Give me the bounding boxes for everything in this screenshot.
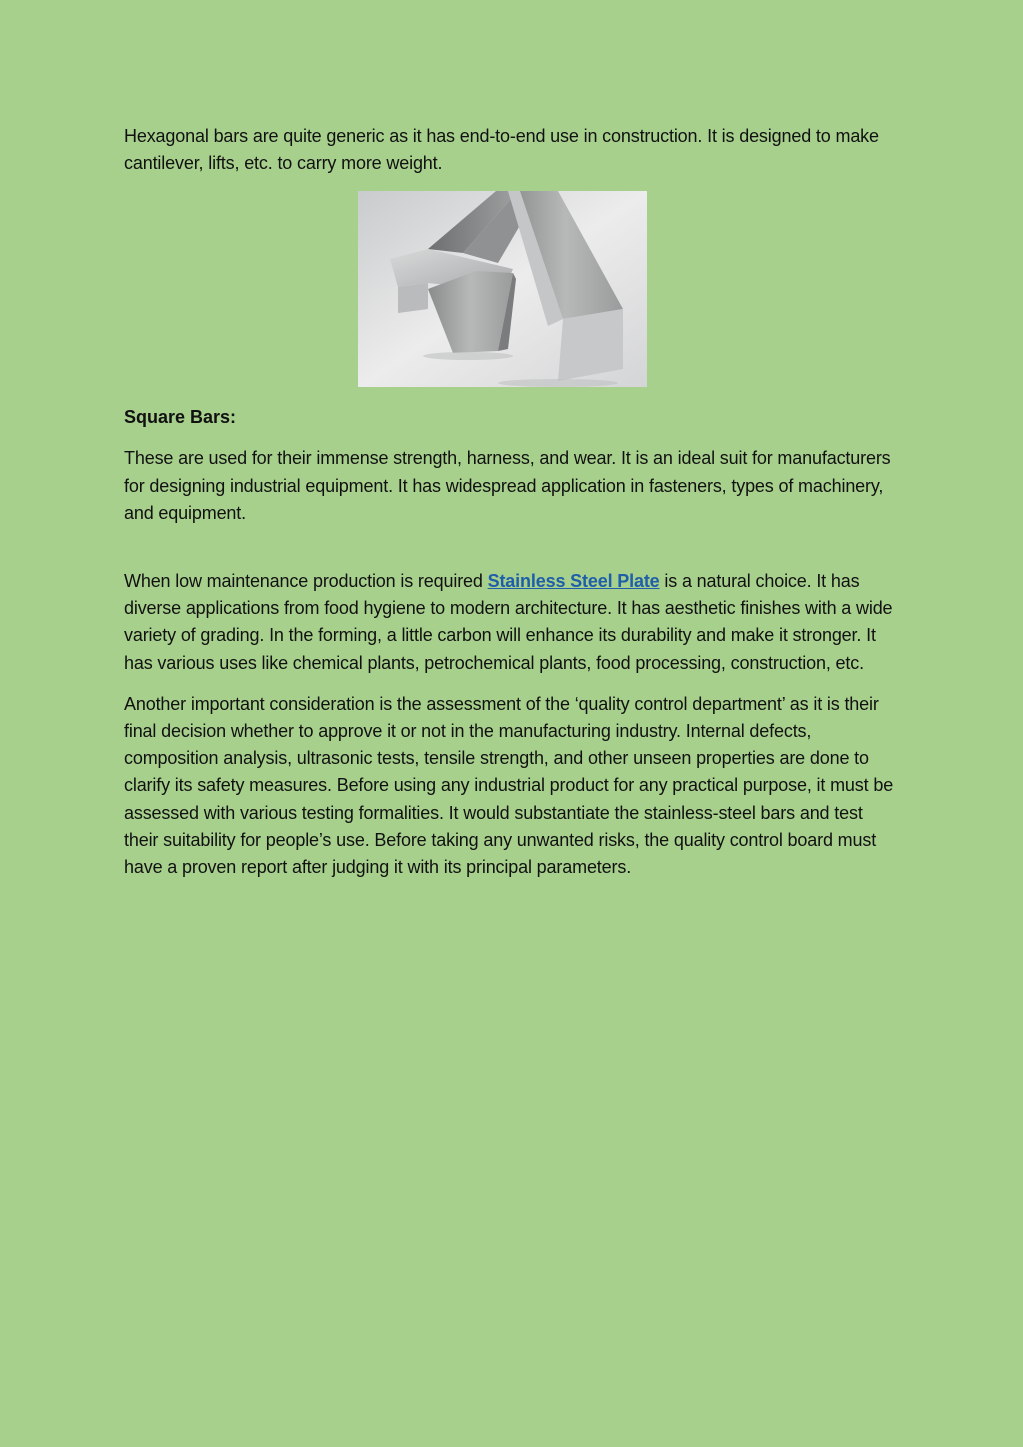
plate-paragraph-rest: is a natural choice. It has diverse applications from food hygiene to modern architecture. It has aesthetic finishes with a wide variety of grading. In the forming, a little carbon will enhance its durability and make it stronger. It has various uses like chemical plants, petrochemical plants, food processing, construction, etc. <box>124 571 893 673</box>
figure-container <box>124 191 900 387</box>
document-page <box>124 123 900 881</box>
plate-paragraph-lead: When low maintenance production is required <box>124 571 488 592</box>
square-bars-heading: Square Bars: <box>124 407 237 428</box>
square-bars-paragraph: These are used for their immense strength, harness, and wear. It is an ideal suit for manufacturers for designing industrial equipment. It has widespread application in fasteners, types of machinery, and equipment. <box>124 448 891 523</box>
intro-paragraph: Hexagonal bars are quite generic as it has end-to-end use in construction. It is designed to make cantilever, lifts, etc. to carry more weight. <box>124 126 879 174</box>
quality-control-paragraph: Another important consideration is the assessment of the ‘quality control department’ as it is their final decision whether to approve it or not in the manufacturing industry. Internal defects, composition analysis, ultrasonic tests, tensile strength, and other unseen properties are done to clarify its safety measures. Before using any industrial product for any practical purpose, it must be assessed with various testing formalities. It would substantiate the stainless-steel bars and test their suitability for people’s use. Before taking any unwanted risks, the quality control board must have a proven report after judging it with its principal parameters. <box>124 693 894 878</box>
stainless-steel-plate-link[interactable]: Stainless Steel Plate <box>487 571 660 592</box>
plate-paragraph <box>124 568 900 677</box>
square-steel-bars-image <box>358 191 647 387</box>
